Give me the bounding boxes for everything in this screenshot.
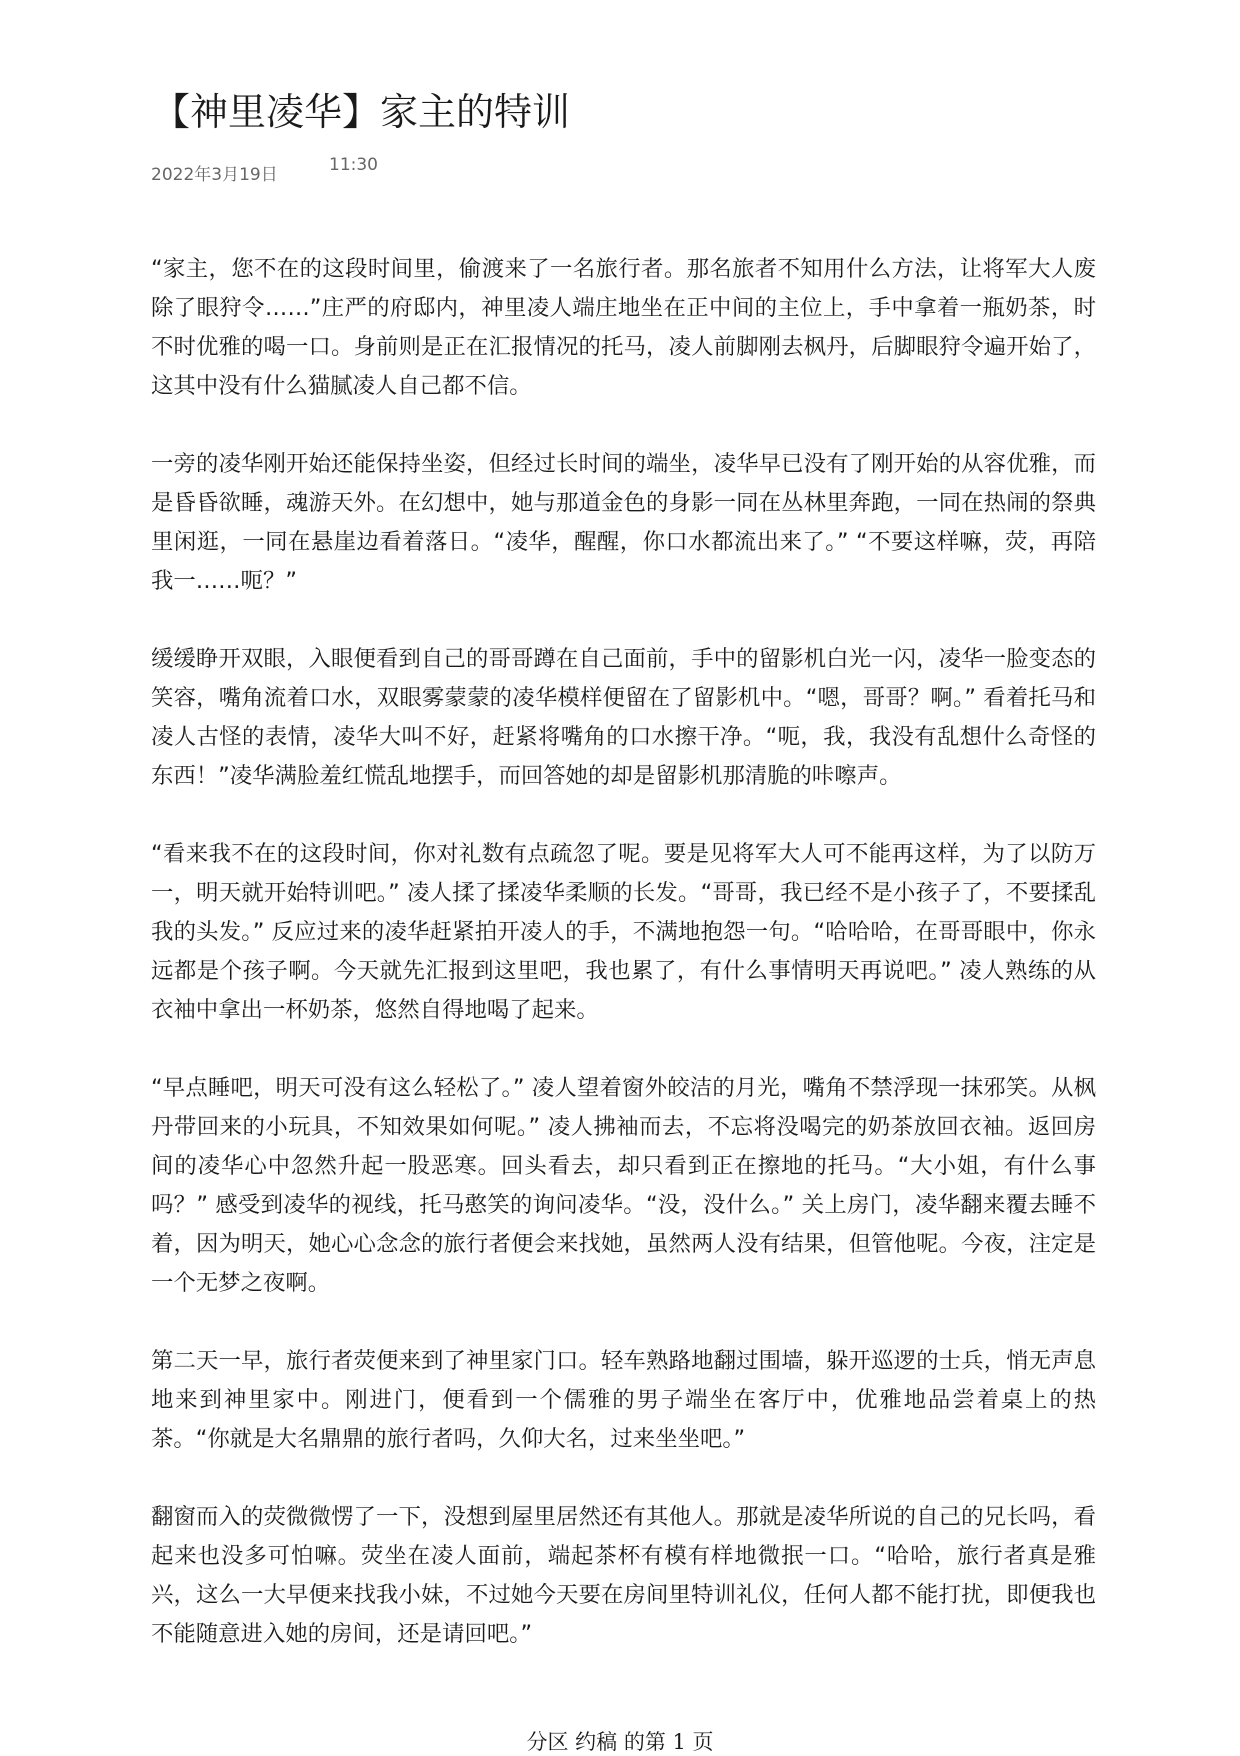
page-footer: 分区 约稿 的第 1 页 (526, 1730, 714, 1754)
document-body (151, 250, 1096, 1693)
document-title: 【神里凌华】家主的特训 (152, 90, 571, 134)
paragraph: 一旁的凌华刚开始还能保持坐姿，但经过长时间的端坐，凌华早已没有了刚开始的从容优雅，而是昏昏欲睡，魂游天外。在幻想中，她与那道金色的身影一同在丛林里奔跑，一同在热闹的祭典里闲逛，一同在悬崖边看着落日。“凌华，醒醒，你口水都流出来了。” “不要这样嘛，荧，再陪我一……呃？” (151, 451, 1096, 594)
paragraph: 翻窗而入的荧微微愣了一下，没想到屋里居然还有其他人。那就是凌华所说的自己的兄长吗，看起来也没多可怕嘛。荧坐在凌人面前，端起茶杯有模有样地微抿一口。“哈哈，旅行者真是雅兴，这么一大早便来找我小妹，不过她今天要在房间里特训礼仪，任何人都不能打扰，即便我也不能随意进入她的房间，还是请回吧。” (151, 1504, 1096, 1647)
paragraph: “看来我不在的这段时间，你对礼数有点疏忽了呢。要是见将军大人可不能再这样，为了以防万一，明天就开始特训吧。” 凌人揉了揉凌华柔顺的长发。“哥哥，我已经不是小孩子了，不要揉乱我的头发。” 反应过来的凌华赶紧拍开凌人的手，不满地抱怨一句。“哈哈哈，在哥哥眼中，你永远都是个孩子啊。今天就先汇报到这里吧，我也累了，有什么事情明天再说吧。” 凌人熟练的从衣袖中拿出一杯奶茶，悠然自得地喝了起来。 (151, 841, 1096, 1023)
document-date: 2022年3月19日 (151, 165, 278, 185)
paragraph: “早点睡吧，明天可没有这么轻松了。” 凌人望着窗外皎洁的月光，嘴角不禁浮现一抹邪笑。从枫丹带回来的小玩具，不知效果如何呢。” 凌人拂袖而去，不忘将没喝完的奶茶放回衣袖。返回房间的凌华心中忽然升起一股恶寒。回头看去，却只看到正在擦地的托马。“大小姐，有什么事吗？” 感受到凌华的视线，托马憨笑的询问凌华。“没，没什么。” 关上房门，凌华翻来覆去睡不着，因为明天，她心心念念的旅行者便会来找她，虽然两人没有结果，但管他呢。今夜，注定是一个无梦之夜啊。 (151, 1075, 1096, 1296)
paragraph: 缓缓睁开双眼，入眼便看到自己的哥哥蹲在自己面前，手中的留影机白光一闪，凌华一脸变态的笑容，嘴角流着口水，双眼雾蒙蒙的凌华模样便留在了留影机中。“嗯，哥哥？啊。” 看着托马和凌人古怪的表情，凌华大叫不好，赶紧将嘴角的口水擦干净。“呃，我，我没有乱想什么奇怪的东西！”凌华满脸羞红慌乱地摆手，而回答她的却是留影机那清脆的咔嚓声。 (151, 646, 1096, 789)
paragraph: 第二天一早，旅行者荧便来到了神里家门口。轻车熟路地翻过围墙，躲开巡逻的士兵，悄无声息地来到神里家中。刚进门，便看到一个儒雅的男子端坐在客厅中，优雅地品尝着桌上的热茶。“你就是大名鼎鼎的旅行者吗，久仰大名，过来坐坐吧。” (151, 1348, 1096, 1452)
document-time: 11:30 (329, 155, 378, 175)
paragraph: “家主，您不在的这段时间里，偷渡来了一名旅行者。那名旅者不知用什么方法，让将军大人废除了眼狩令……”庄严的府邸内，神里凌人端庄地坐在正中间的主位上，手中拿着一瓶奶茶，时不时优雅的喝一口。身前则是正在汇报情况的托马，凌人前脚刚去枫丹，后脚眼狩令遍开始了，这其中没有什么猫腻凌人自己都不信。 (151, 256, 1096, 399)
